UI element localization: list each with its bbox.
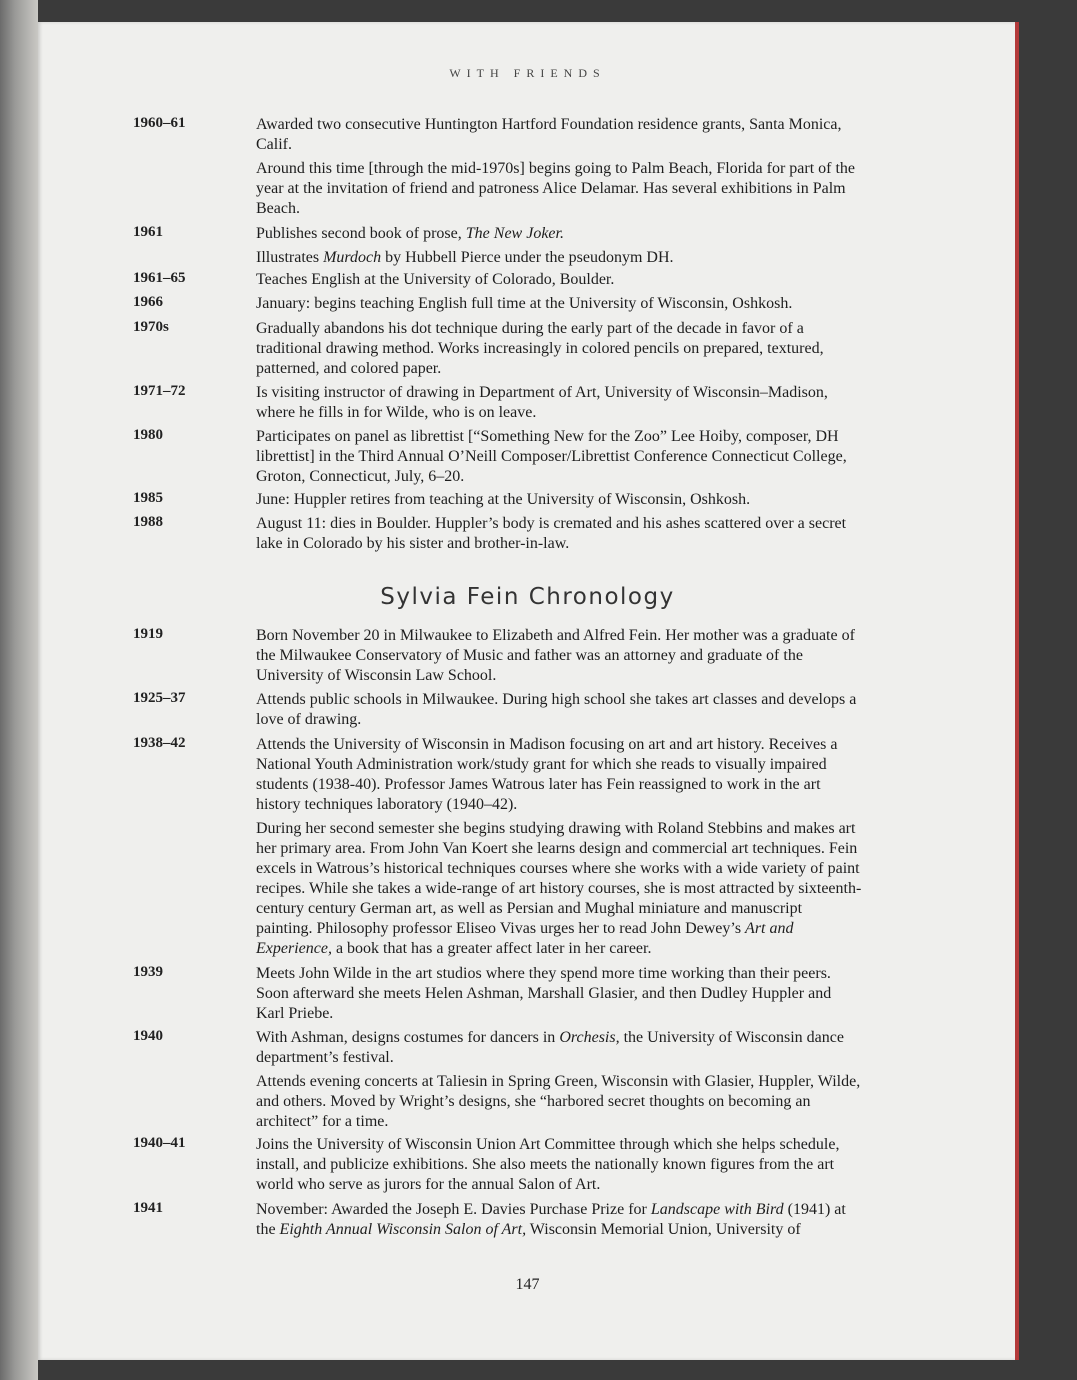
- entry-paragraph: [256, 819, 862, 959]
- entry-year: 1925–37: [133, 690, 186, 706]
- exhibition-title: Eighth Annual Wisconsin Salon of Art,: [279, 1221, 527, 1238]
- entry-text: [256, 490, 862, 514]
- entry-paragraph: [256, 248, 862, 268]
- text-segment: by Hubbell Pierce under the pseudonym DH.: [381, 249, 674, 266]
- page-edge-stripe: [1015, 22, 1019, 1360]
- book-title: Art and Experience,: [256, 920, 794, 957]
- entry-paragraph: Attends public schools in Milwaukee. During high school she takes art classes and develops a love of drawing.: [256, 691, 857, 728]
- entry-paragraph: Is visiting instructor of drawing in Department of Art, University of Wisconsin–Madison, where he fills in for Wilde, who is on leave.: [256, 384, 828, 421]
- entry-text: [256, 270, 862, 294]
- entry-paragraph: August 11: dies in Boulder. Huppler’s body is cremated and his ashes scattered over a secret lake in Colorado by his sister and brother-in-law.: [256, 515, 847, 552]
- entry-paragraph: Teaches English at the University of Colorado, Boulder.: [256, 271, 615, 288]
- entry-text: [256, 224, 862, 272]
- entry-paragraph: [256, 1200, 862, 1240]
- entry-paragraph: Gradually abandons his dot technique during the early part of the decade in favor of a traditional drawing method. Works increasingly in colored pencils on prepared, textured, patterned, and colored paper.: [256, 320, 824, 377]
- entry-paragraph: January: begins teaching English full time at the University of Wisconsin, Oshkosh.: [256, 295, 793, 312]
- entry-year: 1919: [133, 626, 163, 642]
- entry-year: 1966: [133, 294, 163, 310]
- entry-year: 1988: [133, 514, 163, 530]
- text-segment: a book that has a greater affect later in her career.: [331, 940, 652, 957]
- entry-text: [256, 294, 862, 318]
- event-title: Orchesis,: [559, 1029, 620, 1046]
- entry-paragraph: Attends the University of Wisconsin in Madison focusing on art and art history. Receives a National Youth Administration work/study grant for which she reads to visually impaired students (1938-40). Professor James Watrous later has Fein reassigned to work in the art history techniques laboratory (1940–42).: [256, 736, 838, 813]
- entry-year: 1961: [133, 224, 163, 240]
- entry-paragraph: Joins the University of Wisconsin Union Art Committee through which she helps schedule, install, and publicize exhibitions. She also meets the nationally known figures from the art world who serve as jurors for the annual Salon of Art.: [256, 1136, 840, 1193]
- text-segment: With Ashman, designs costumes for dancers in: [256, 1029, 560, 1046]
- entry-text: [256, 964, 862, 1028]
- text-segment: Wisconsin Memorial Union, University of: [526, 1221, 801, 1238]
- entry-year: 1960–61: [133, 115, 186, 131]
- entry-text: [256, 626, 862, 690]
- entry-paragraph: Participates on panel as librettist [“Something New for the Zoo” Lee Hoiby, composer, DH librettist] in the Third Annual O’Neill Composer/Librettist Conference Connecticut College, Groton, Connecticut, July, 6–20.: [256, 428, 847, 485]
- book-title: Murdoch: [323, 249, 382, 266]
- entry-year: 1980: [133, 427, 163, 443]
- entry-year: 1961–65: [133, 270, 186, 286]
- book-title: The New Joker.: [465, 225, 564, 242]
- entry-text: [256, 690, 862, 734]
- entry-year: 1970s: [133, 319, 169, 335]
- text-segment: (1941) at the: [256, 1201, 846, 1238]
- entry-year: 1971–72: [133, 383, 186, 399]
- entry-text: [256, 735, 862, 963]
- entry-text: [256, 427, 862, 491]
- entry-year: 1985: [133, 490, 163, 506]
- left-page-edge: [0, 0, 38, 1380]
- entry-paragraph: Attends evening concerts at Taliesin in Spring Green, Wisconsin with Glasier, Huppler, Wilde, and others. Moved by Wright’s designs, she “harbored secret thoughts on becoming an architect” for a time.: [256, 1073, 861, 1130]
- entry-paragraph: Around this time [through the mid-1970s] begins going to Palm Beach, Florida for part of the year at the invitation of friend and patroness Alice Delamar. Has several exhibitions in Palm Beach.: [256, 160, 856, 217]
- section-title: Sylvia Fein Chronology: [380, 584, 675, 610]
- entry-paragraph: Awarded two consecutive Huntington Hartford Foundation residence grants, Santa Monica, Calif.: [256, 116, 842, 153]
- entry-year: 1939: [133, 964, 163, 980]
- entry-text: [256, 383, 862, 427]
- entry-year: 1941: [133, 1200, 163, 1216]
- page-number: 147: [515, 1276, 540, 1293]
- entry-paragraph: [256, 224, 862, 244]
- text-segment: During her second semester she begins studying drawing with Roland Stebbins and makes art her primary area. From John Van Koert she learns design and commercial art techniques. Fein excels in Watrous’s historical techniques courses where she works with a wide variety of paint recipes. While she takes a wide-range of art history courses, she is most attracted by sixteenth-century century German art, as well as Persian and Mughal miniature and manuscript painting. Philosophy professor Eliseo Vivas urges her to read John Dewey’s: [256, 820, 862, 937]
- entry-year: 1938–42: [133, 735, 186, 751]
- entry-text: [256, 1028, 862, 1136]
- entry-text: [256, 319, 862, 383]
- entry-paragraph: Born November 20 in Milwaukee to Elizabeth and Alfred Fein. Her mother was a graduate of the Milwaukee Conservatory of Music and father was an attorney and graduate of the University of Wisconsin Law School.: [256, 627, 855, 684]
- text-segment: Publishes second book of prose,: [256, 225, 466, 242]
- artwork-title: Landscape with Bird: [650, 1201, 784, 1218]
- text-segment: the University of Wisconsin dance department’s festival.: [256, 1029, 844, 1066]
- entry-paragraph: [256, 1028, 862, 1068]
- running-head: WITH FRIENDS: [449, 66, 606, 80]
- entry-text: [256, 514, 862, 558]
- entry-paragraph: June: Huppler retires from teaching at the University of Wisconsin, Oshkosh.: [256, 491, 751, 508]
- text-segment: November: Awarded the Joseph E. Davies Purchase Prize for: [256, 1201, 651, 1218]
- entry-text: [256, 1135, 862, 1199]
- entry-year: 1940–41: [133, 1135, 186, 1151]
- entry-text: [256, 115, 862, 223]
- entry-text: [256, 1200, 862, 1244]
- entry-year: 1940: [133, 1028, 163, 1044]
- entry-paragraph: Meets John Wilde in the art studios where they spend more time working than their peers. Soon afterward she meets Helen Ashman, Marshall Glasier, and then Dudley Huppler and Karl Priebe.: [256, 965, 832, 1022]
- text-segment: Illustrates: [256, 249, 324, 266]
